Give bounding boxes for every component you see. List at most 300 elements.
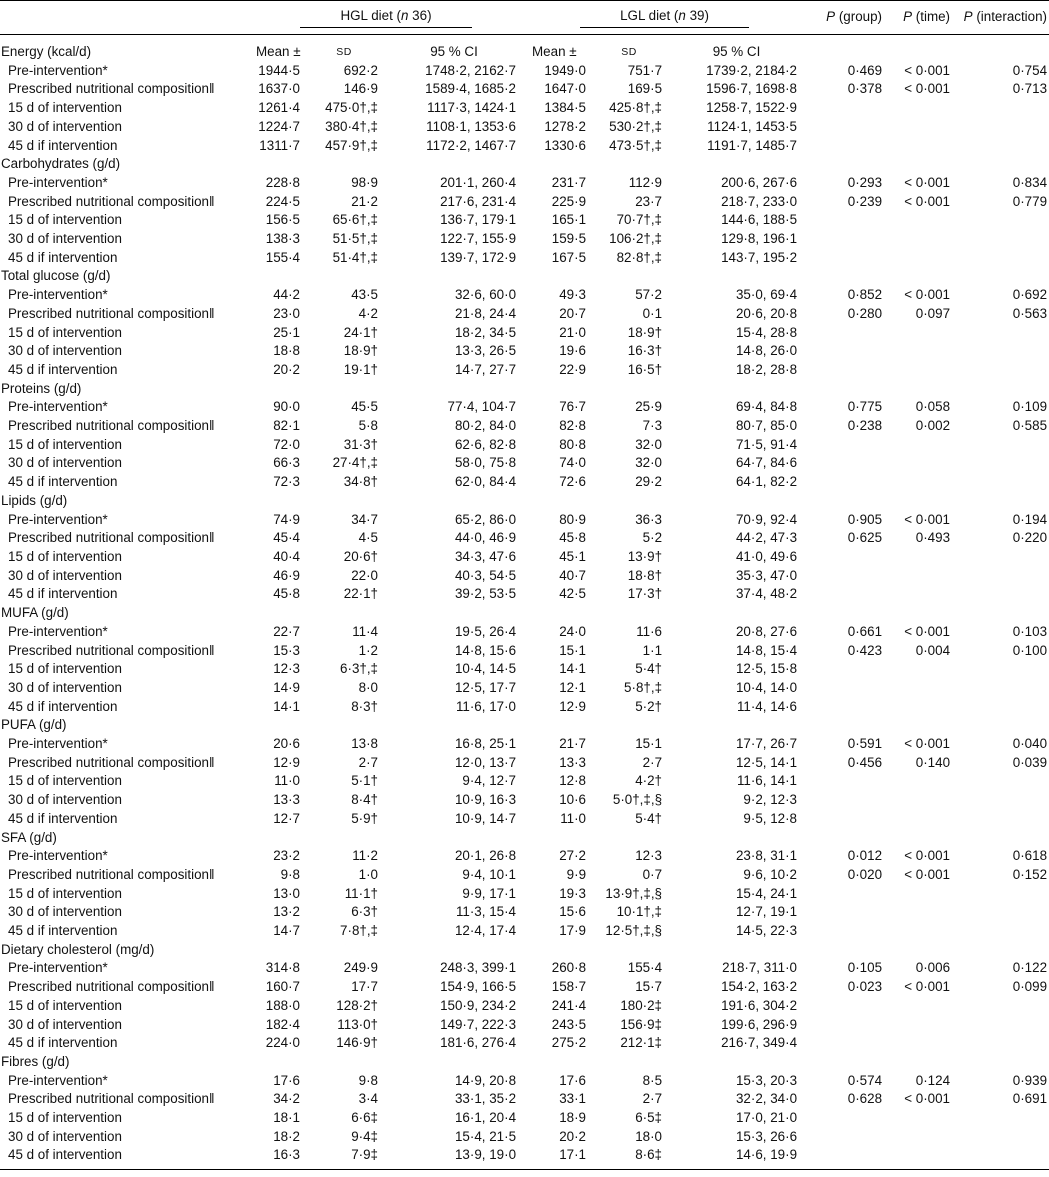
hgl-mean-cell: 1311·7 — [259, 137, 300, 153]
hgl-sd-cell: 6·3†,‡ — [340, 661, 378, 677]
table-row — [0, 324, 1049, 343]
p-group-cell — [805, 1128, 890, 1147]
p-interaction-cell — [958, 791, 1049, 810]
row-label: 45 d if intervention — [8, 586, 118, 602]
lgl-mean-cell: 72·6 — [559, 474, 587, 490]
row-label: Prescribed nutritional composition‖ — [8, 530, 215, 546]
p-time-cell: < 0·001 — [904, 62, 951, 78]
p-interaction-cell: 0·939 — [1012, 1072, 1048, 1088]
row-label: Prescribed nutritional composition‖ — [8, 81, 215, 97]
group-title: Fibres (g/d) — [1, 1053, 70, 1069]
hgl-ci-cell: 248·3, 399·1 — [440, 960, 517, 976]
hgl-mean-cell: 160·7 — [265, 979, 300, 995]
hgl-mean-cell: 1224·7 — [258, 118, 300, 134]
table-row — [0, 660, 1049, 679]
lgl-sd-cell: 5·8†,‡ — [624, 679, 663, 695]
p-group-cell — [805, 99, 890, 118]
table-row — [0, 174, 1049, 193]
lgl-mean-cell: 1647·0 — [544, 81, 587, 97]
hgl-ci-cell: 150·9, 234·2 — [440, 997, 517, 1013]
p-group-cell — [805, 342, 890, 361]
row-label: 45 d if intervention — [8, 137, 118, 153]
lgl-sd-cell: 530·2†,‡ — [609, 118, 663, 134]
lgl-sd-cell: 13·9†,‡,§ — [605, 885, 663, 901]
row-label: 45 d if intervention — [8, 1035, 118, 1051]
hgl-sd-cell: 3·4 — [358, 1091, 378, 1107]
lgl-mean-cell: 10·6 — [559, 792, 587, 808]
hgl-sd-cell: 1·0 — [358, 866, 378, 882]
lgl-mean-cell: 1278·2 — [544, 118, 587, 134]
lgl-ci-cell: 11·4, 14·6 — [736, 698, 798, 714]
hgl-ci-cell: 217·6, 231·4 — [440, 193, 517, 209]
col-header-sd: SD — [621, 46, 637, 58]
lgl-sd-cell: 169·5 — [627, 81, 663, 97]
lgl-ci-cell: 1191·7, 1485·7 — [707, 137, 798, 153]
hgl-sd-cell: 22·1† — [343, 586, 378, 602]
table-row — [0, 1072, 1049, 1091]
lgl-sd-cell: 32·0 — [635, 455, 663, 471]
hgl-sd-cell: 249·9 — [343, 960, 378, 976]
hgl-mean-cell: 15·3 — [273, 642, 300, 658]
hgl-ci-cell: 1748·2, 2162·7 — [425, 62, 517, 78]
p-interaction-cell — [958, 118, 1049, 137]
lgl-sd-cell: 1·1 — [642, 642, 663, 658]
lgl-sd-cell: 13·9† — [627, 548, 663, 564]
row-label: 15 d of intervention — [8, 100, 122, 116]
lgl-mean-cell: 231·7 — [551, 174, 587, 190]
hgl-mean-cell: 40·4 — [273, 548, 300, 564]
hgl-sd-cell: 5·8 — [358, 418, 378, 434]
table-row — [0, 529, 1049, 548]
lgl-mean-cell: 27·2 — [559, 848, 587, 864]
lgl-ci-cell: 199·6, 296·9 — [721, 1016, 798, 1032]
lgl-ci-cell: 11·6, 14·1 — [736, 773, 798, 789]
hgl-mean-cell: 20·2 — [273, 361, 300, 377]
p-interaction-cell — [958, 1016, 1049, 1035]
hgl-mean-cell: 228·8 — [265, 174, 300, 190]
hgl-ci-cell: 44·0, 46·9 — [454, 530, 517, 546]
hgl-mean-cell: 23·2 — [273, 848, 300, 864]
p-time-cell — [890, 473, 958, 492]
group-header-row — [0, 267, 1049, 286]
row-label: 30 d of intervention — [8, 343, 122, 359]
hgl-sd-cell: 65·6†,‡ — [332, 212, 378, 228]
p-time-cell — [890, 922, 958, 941]
p-group-cell — [805, 922, 890, 941]
p-time-cell: 0·006 — [915, 960, 951, 976]
p-time-cell — [890, 1034, 958, 1053]
p-interaction-cell — [958, 230, 1049, 249]
lgl-ci-cell: 12·7, 19·1 — [735, 904, 798, 920]
p-time-cell — [890, 137, 958, 156]
hgl-sd-cell: 19·1† — [343, 361, 378, 377]
row-label: 15 d of intervention — [8, 773, 122, 789]
lgl-ci-cell: 1596·7, 1698·8 — [706, 81, 798, 97]
lgl-sd-cell: 0·7 — [642, 866, 663, 882]
p-time-cell: 0·493 — [915, 530, 951, 546]
hgl-mean-cell: 12·7 — [273, 810, 300, 826]
lgl-ci-cell: 14·5, 22·3 — [735, 923, 798, 939]
lgl-mean-cell: 20·7 — [559, 305, 587, 321]
hgl-ci-cell: 136·7, 179·1 — [440, 212, 517, 228]
p-time-cell — [890, 810, 958, 829]
lgl-mean-cell: 12·8 — [559, 773, 587, 789]
hgl-mean-cell: 155·4 — [265, 249, 300, 265]
p-time-cell — [890, 99, 958, 118]
lgl-ci-cell: 12·5, 14·1 — [735, 754, 798, 770]
hgl-mean-cell: 16·3 — [273, 1147, 300, 1163]
lgl-mean-cell: 76·7 — [559, 399, 587, 415]
p-group-header: P (group) — [826, 9, 883, 25]
row-label: 30 d of intervention — [8, 455, 122, 471]
table-row — [0, 249, 1049, 268]
hgl-ci-cell: 11·6, 17·0 — [455, 698, 517, 714]
group-title: Energy (kcal/d) — [1, 44, 92, 59]
p-group-cell — [805, 679, 890, 698]
hgl-sd-cell: 45·5 — [351, 399, 378, 415]
p-interaction-cell — [958, 342, 1049, 361]
lgl-ci-cell: 17·0, 21·0 — [735, 1110, 798, 1126]
hgl-mean-cell: 18·2 — [273, 1128, 300, 1144]
lgl-ci-cell: 10·4, 14·0 — [735, 679, 798, 695]
hgl-ci-cell: 122·7, 155·9 — [440, 231, 517, 247]
lgl-sd-cell: 15·1 — [635, 736, 663, 752]
lgl-ci-cell: 32·2, 34·0 — [735, 1091, 798, 1107]
lgl-sd-cell: 8·5 — [642, 1072, 663, 1088]
col-header-mean: Mean ± — [532, 44, 577, 59]
hgl-sd-cell: 4·5 — [358, 530, 378, 546]
hgl-ci-cell: 11·3, 15·4 — [455, 904, 517, 920]
row-label: 30 d of intervention — [8, 904, 122, 920]
table-row — [0, 1016, 1049, 1035]
p-group-cell — [805, 885, 890, 904]
lgl-sd-cell: 16·5† — [627, 361, 663, 377]
lgl-sd-cell: 5·4† — [635, 810, 663, 826]
p-interaction-cell: 0·103 — [1012, 623, 1048, 639]
hgl-ci-cell: 12·0, 13·7 — [454, 754, 517, 770]
p-group-cell: 0·852 — [847, 287, 883, 303]
p-interaction-cell — [958, 454, 1049, 473]
hgl-ci-cell: 154·9, 166·5 — [440, 979, 517, 995]
p-time-cell: < 0·001 — [904, 174, 951, 190]
group-title: SFA (g/d) — [1, 829, 57, 845]
hgl-sd-cell: 2·7 — [358, 754, 378, 770]
table-row — [0, 1034, 1049, 1053]
hgl-ci-cell: 16·1, 20·4 — [454, 1110, 517, 1126]
hgl-ci-cell: 1589·4, 1685·2 — [425, 81, 517, 97]
lgl-mean-cell: 158·7 — [551, 979, 587, 995]
p-group-cell: 0·628 — [847, 1091, 883, 1107]
row-label: 30 d of intervention — [8, 118, 122, 134]
hgl-ci-cell: 1108·1, 1353·6 — [426, 118, 517, 134]
p-interaction-cell: 0·563 — [1012, 305, 1048, 321]
p-time-cell — [890, 324, 958, 343]
lgl-mean-cell: 17·9 — [559, 923, 587, 939]
lgl-ci-cell: 20·6, 20·8 — [735, 305, 798, 321]
table-row — [0, 922, 1049, 941]
p-time-cell — [890, 1016, 958, 1035]
group-header-row — [0, 1053, 1049, 1072]
lgl-mean-cell: 9·9 — [566, 866, 587, 882]
row-label: Prescribed nutritional composition‖ — [8, 305, 215, 321]
lgl-mean-cell: 11·0 — [560, 810, 587, 826]
lgl-ci-cell: 15·4, 24·1 — [735, 885, 798, 901]
table-row — [0, 1090, 1049, 1109]
row-label: Pre-intervention* — [8, 1072, 108, 1088]
p-time-cell — [890, 679, 958, 698]
lgl-ci-cell: 191·6, 304·2 — [721, 997, 798, 1013]
table-row — [0, 698, 1049, 717]
table-row — [0, 866, 1049, 885]
lgl-ci-cell: 20·8, 27·6 — [735, 623, 798, 639]
p-time-cell — [890, 249, 958, 268]
row-label: Pre-intervention* — [8, 174, 108, 190]
row-label: 45 d of intervention — [8, 1147, 122, 1163]
row-label: Pre-intervention* — [8, 511, 108, 527]
table-row — [0, 62, 1049, 81]
table-row — [0, 679, 1049, 698]
table-row — [0, 623, 1049, 642]
p-time-cell — [890, 567, 958, 586]
row-label: 15 d of intervention — [8, 1110, 122, 1126]
hgl-mean-cell: 11·0 — [274, 773, 300, 789]
table-row — [0, 959, 1049, 978]
p-group-cell: 0·020 — [847, 866, 883, 882]
row-label: 30 d of intervention — [8, 567, 122, 583]
p-interaction-cell — [958, 436, 1049, 455]
row-label: Prescribed nutritional composition‖ — [8, 866, 215, 882]
p-group-cell — [805, 903, 890, 922]
group-title: Proteins (g/d) — [1, 380, 82, 396]
table-row — [0, 80, 1049, 99]
row-label: Pre-intervention* — [8, 623, 108, 639]
row-label: Prescribed nutritional composition‖ — [8, 642, 215, 658]
lgl-sd-cell: 180·2‡ — [620, 997, 663, 1013]
table-row — [0, 211, 1049, 230]
hgl-ci-cell: 10·9, 14·7 — [454, 810, 517, 826]
hgl-mean-cell: 1637·0 — [258, 81, 300, 97]
p-group-cell: 0·378 — [847, 81, 883, 97]
table-row — [0, 978, 1049, 997]
lgl-sd-cell: 12·5†,‡,§ — [605, 923, 663, 939]
lgl-ci-cell: 69·4, 84·8 — [735, 399, 798, 415]
hgl-ci-cell: 14·8, 15·6 — [454, 642, 517, 658]
lgl-sd-cell: 11·6 — [636, 623, 663, 639]
lgl-mean-cell: 19·6 — [559, 343, 587, 359]
table-row — [0, 567, 1049, 586]
lgl-mean-cell: 241·4 — [551, 997, 587, 1013]
p-interaction-cell — [958, 249, 1049, 268]
hgl-sd-cell: 11·2 — [352, 848, 378, 864]
hgl-sd-cell: 146·9 — [343, 81, 378, 97]
lgl-ci-cell: 154·2, 163·2 — [721, 979, 798, 995]
lgl-mean-cell: 167·5 — [551, 249, 587, 265]
p-group-cell — [805, 436, 890, 455]
row-label: Pre-intervention* — [8, 62, 108, 78]
hgl-ci-cell: 14·9, 20·8 — [454, 1072, 517, 1088]
p-time-cell — [890, 230, 958, 249]
table-row — [0, 885, 1049, 904]
row-label: 45 d if intervention — [8, 810, 118, 826]
lgl-ci-cell: 9·2, 12·3 — [743, 792, 798, 808]
table-row — [0, 118, 1049, 137]
lgl-sd-cell: 4·2† — [635, 773, 663, 789]
lgl-sd-cell: 5·4† — [635, 661, 663, 677]
hgl-mean-cell: 82·1 — [273, 418, 300, 434]
hgl-ci-cell: 181·6, 276·4 — [440, 1035, 517, 1051]
lgl-ci-cell: 64·7, 84·6 — [735, 455, 798, 471]
p-interaction-cell: 0·039 — [1012, 754, 1048, 770]
group-header-row — [0, 716, 1049, 735]
p-time-cell: < 0·001 — [904, 866, 951, 882]
p-group-cell: 0·280 — [847, 305, 883, 321]
hgl-sd-cell: 7·9‡ — [351, 1147, 378, 1163]
p-time-cell: 0·004 — [915, 642, 951, 658]
row-label: 45 d if intervention — [8, 698, 118, 714]
p-interaction-cell: 0·754 — [1012, 62, 1048, 78]
p-interaction-cell — [958, 885, 1049, 904]
p-group-cell — [805, 772, 890, 791]
lgl-ci-cell: 216·7, 349·4 — [721, 1035, 798, 1051]
hgl-ci-cell: 14·7, 27·7 — [454, 361, 517, 377]
p-time-cell: 0·002 — [915, 418, 951, 434]
p-group-cell: 0·625 — [847, 530, 883, 546]
lgl-sd-cell: 425·8†,‡ — [609, 100, 663, 116]
p-time-cell — [890, 361, 958, 380]
p-group-cell: 0·591 — [847, 736, 883, 752]
hgl-mean-cell: 1261·4 — [258, 100, 300, 116]
p-interaction-cell: 0·779 — [1012, 193, 1048, 209]
p-interaction-cell — [958, 1128, 1049, 1147]
lgl-mean-cell: 260·8 — [551, 960, 587, 976]
lgl-mean-cell: 159·5 — [551, 231, 587, 247]
p-group-cell — [805, 1146, 890, 1165]
lgl-sd-cell: 473·5†,‡ — [609, 137, 663, 153]
p-time-cell: < 0·001 — [904, 1091, 951, 1107]
p-group-cell — [805, 548, 890, 567]
hgl-mean-cell: 14·9 — [273, 679, 300, 695]
hgl-mean-cell: 224·0 — [265, 1035, 300, 1051]
table-row — [0, 754, 1049, 773]
hgl-ci-cell: 62·0, 84·4 — [454, 474, 517, 490]
p-interaction-cell — [958, 548, 1049, 567]
p-time-cell — [890, 698, 958, 717]
header-row-groups — [0, 1, 1049, 35]
lgl-sd-cell: 18·9† — [627, 324, 663, 340]
p-time-cell: 0·140 — [915, 754, 951, 770]
hgl-ci-cell: 40·3, 54·5 — [454, 567, 517, 583]
hgl-sd-cell: 8·4† — [351, 792, 378, 808]
hgl-mean-cell: 1944·5 — [258, 62, 300, 78]
table-row — [0, 847, 1049, 866]
row-label: Pre-intervention* — [8, 848, 108, 864]
lgl-sd-cell: 8·6‡ — [635, 1147, 663, 1163]
p-time-cell: < 0·001 — [904, 736, 951, 752]
row-label: Pre-intervention* — [8, 736, 108, 752]
p-group-cell — [805, 211, 890, 230]
p-time-cell — [890, 997, 958, 1016]
lgl-mean-cell: 14·1 — [559, 661, 587, 677]
lgl-mean-cell: 33·1 — [559, 1091, 587, 1107]
p-group-cell: 0·456 — [847, 754, 883, 770]
p-time-cell: < 0·001 — [904, 623, 951, 639]
lgl-mean-cell: 42·5 — [559, 586, 587, 602]
lgl-sd-cell: 155·4 — [627, 960, 663, 976]
table-row — [0, 286, 1049, 305]
hgl-ci-cell: 20·1, 26·8 — [454, 848, 517, 864]
p-group-cell: 0·012 — [847, 848, 883, 864]
lgl-mean-cell: 17·1 — [559, 1147, 587, 1163]
lgl-ci-cell: 129·8, 196·1 — [721, 231, 798, 247]
p-time-cell — [890, 1109, 958, 1128]
lgl-ci-cell: 15·4, 28·8 — [735, 324, 798, 340]
lgl-sd-cell: 17·3† — [627, 586, 663, 602]
lgl-ci-cell: 144·6, 188·5 — [721, 212, 798, 228]
hgl-mean-cell: 72·3 — [273, 474, 300, 490]
p-group-cell: 0·905 — [847, 511, 883, 527]
hgl-mean-cell: 90·0 — [273, 399, 300, 415]
p-interaction-cell: 0·618 — [1012, 848, 1048, 864]
hgl-sd-cell: 146·9† — [336, 1035, 378, 1051]
hgl-mean-cell: 20·6 — [273, 736, 300, 752]
lgl-sd-cell: 25·9 — [635, 399, 663, 415]
hgl-ci-cell: 12·4, 17·4 — [454, 923, 517, 939]
hgl-ci-cell: 33·1, 35·2 — [454, 1091, 517, 1107]
lgl-mean-cell: 275·2 — [551, 1035, 587, 1051]
p-interaction-cell — [958, 1109, 1049, 1128]
p-time-cell: 0·097 — [915, 305, 951, 321]
p-group-cell — [805, 118, 890, 137]
hgl-ci-cell: 21·8, 24·4 — [454, 305, 517, 321]
hgl-sd-cell: 13·8 — [351, 736, 378, 752]
group-header-row — [0, 155, 1049, 174]
hgl-mean-cell: 22·7 — [273, 623, 300, 639]
hgl-sd-cell: 22·0 — [351, 567, 378, 583]
lgl-ci-cell: 14·6, 19·9 — [735, 1147, 798, 1163]
p-group-cell — [805, 1034, 890, 1053]
p-time-cell — [890, 211, 958, 230]
p-group-cell — [805, 473, 890, 492]
hgl-mean-cell: 45·4 — [273, 530, 300, 546]
p-interaction-cell: 0·692 — [1012, 287, 1048, 303]
lgl-ci-cell: 23·8, 31·1 — [735, 848, 798, 864]
p-group-cell: 0·574 — [847, 1072, 883, 1088]
hgl-ci-cell: 15·4, 21·5 — [454, 1128, 517, 1144]
row-label: 15 d of intervention — [8, 997, 122, 1013]
lgl-sd-cell: 18·0 — [635, 1128, 663, 1144]
hgl-ci-cell: 13·9, 19·0 — [454, 1147, 517, 1163]
lgl-mean-cell: 40·7 — [559, 567, 587, 583]
lgl-ci-cell: 14·8, 26·0 — [735, 343, 798, 359]
hgl-sd-cell: 43·5 — [351, 287, 378, 303]
hgl-ci-cell: 80·2, 84·0 — [454, 418, 517, 434]
p-time-cell: 0·058 — [915, 399, 951, 415]
hgl-sd-cell: 34·7 — [351, 511, 378, 527]
lgl-ci-cell: 218·7, 311·0 — [722, 960, 798, 976]
row-label: 15 d of intervention — [8, 885, 122, 901]
lgl-ci-cell: 143·7, 195·2 — [721, 249, 798, 265]
p-time-cell: < 0·001 — [904, 848, 951, 864]
p-interaction-cell — [958, 1034, 1049, 1053]
group-header-row — [0, 492, 1049, 511]
p-interaction-cell: 0·220 — [1012, 530, 1048, 546]
lgl-ci-cell: 200·6, 267·6 — [721, 174, 798, 190]
hgl-sd-cell: 11·1† — [344, 885, 378, 901]
p-time-cell — [890, 436, 958, 455]
table-row — [0, 137, 1049, 156]
p-group-cell: 0·293 — [847, 174, 883, 190]
hgl-ci-cell: 16·8, 25·1 — [454, 736, 517, 752]
